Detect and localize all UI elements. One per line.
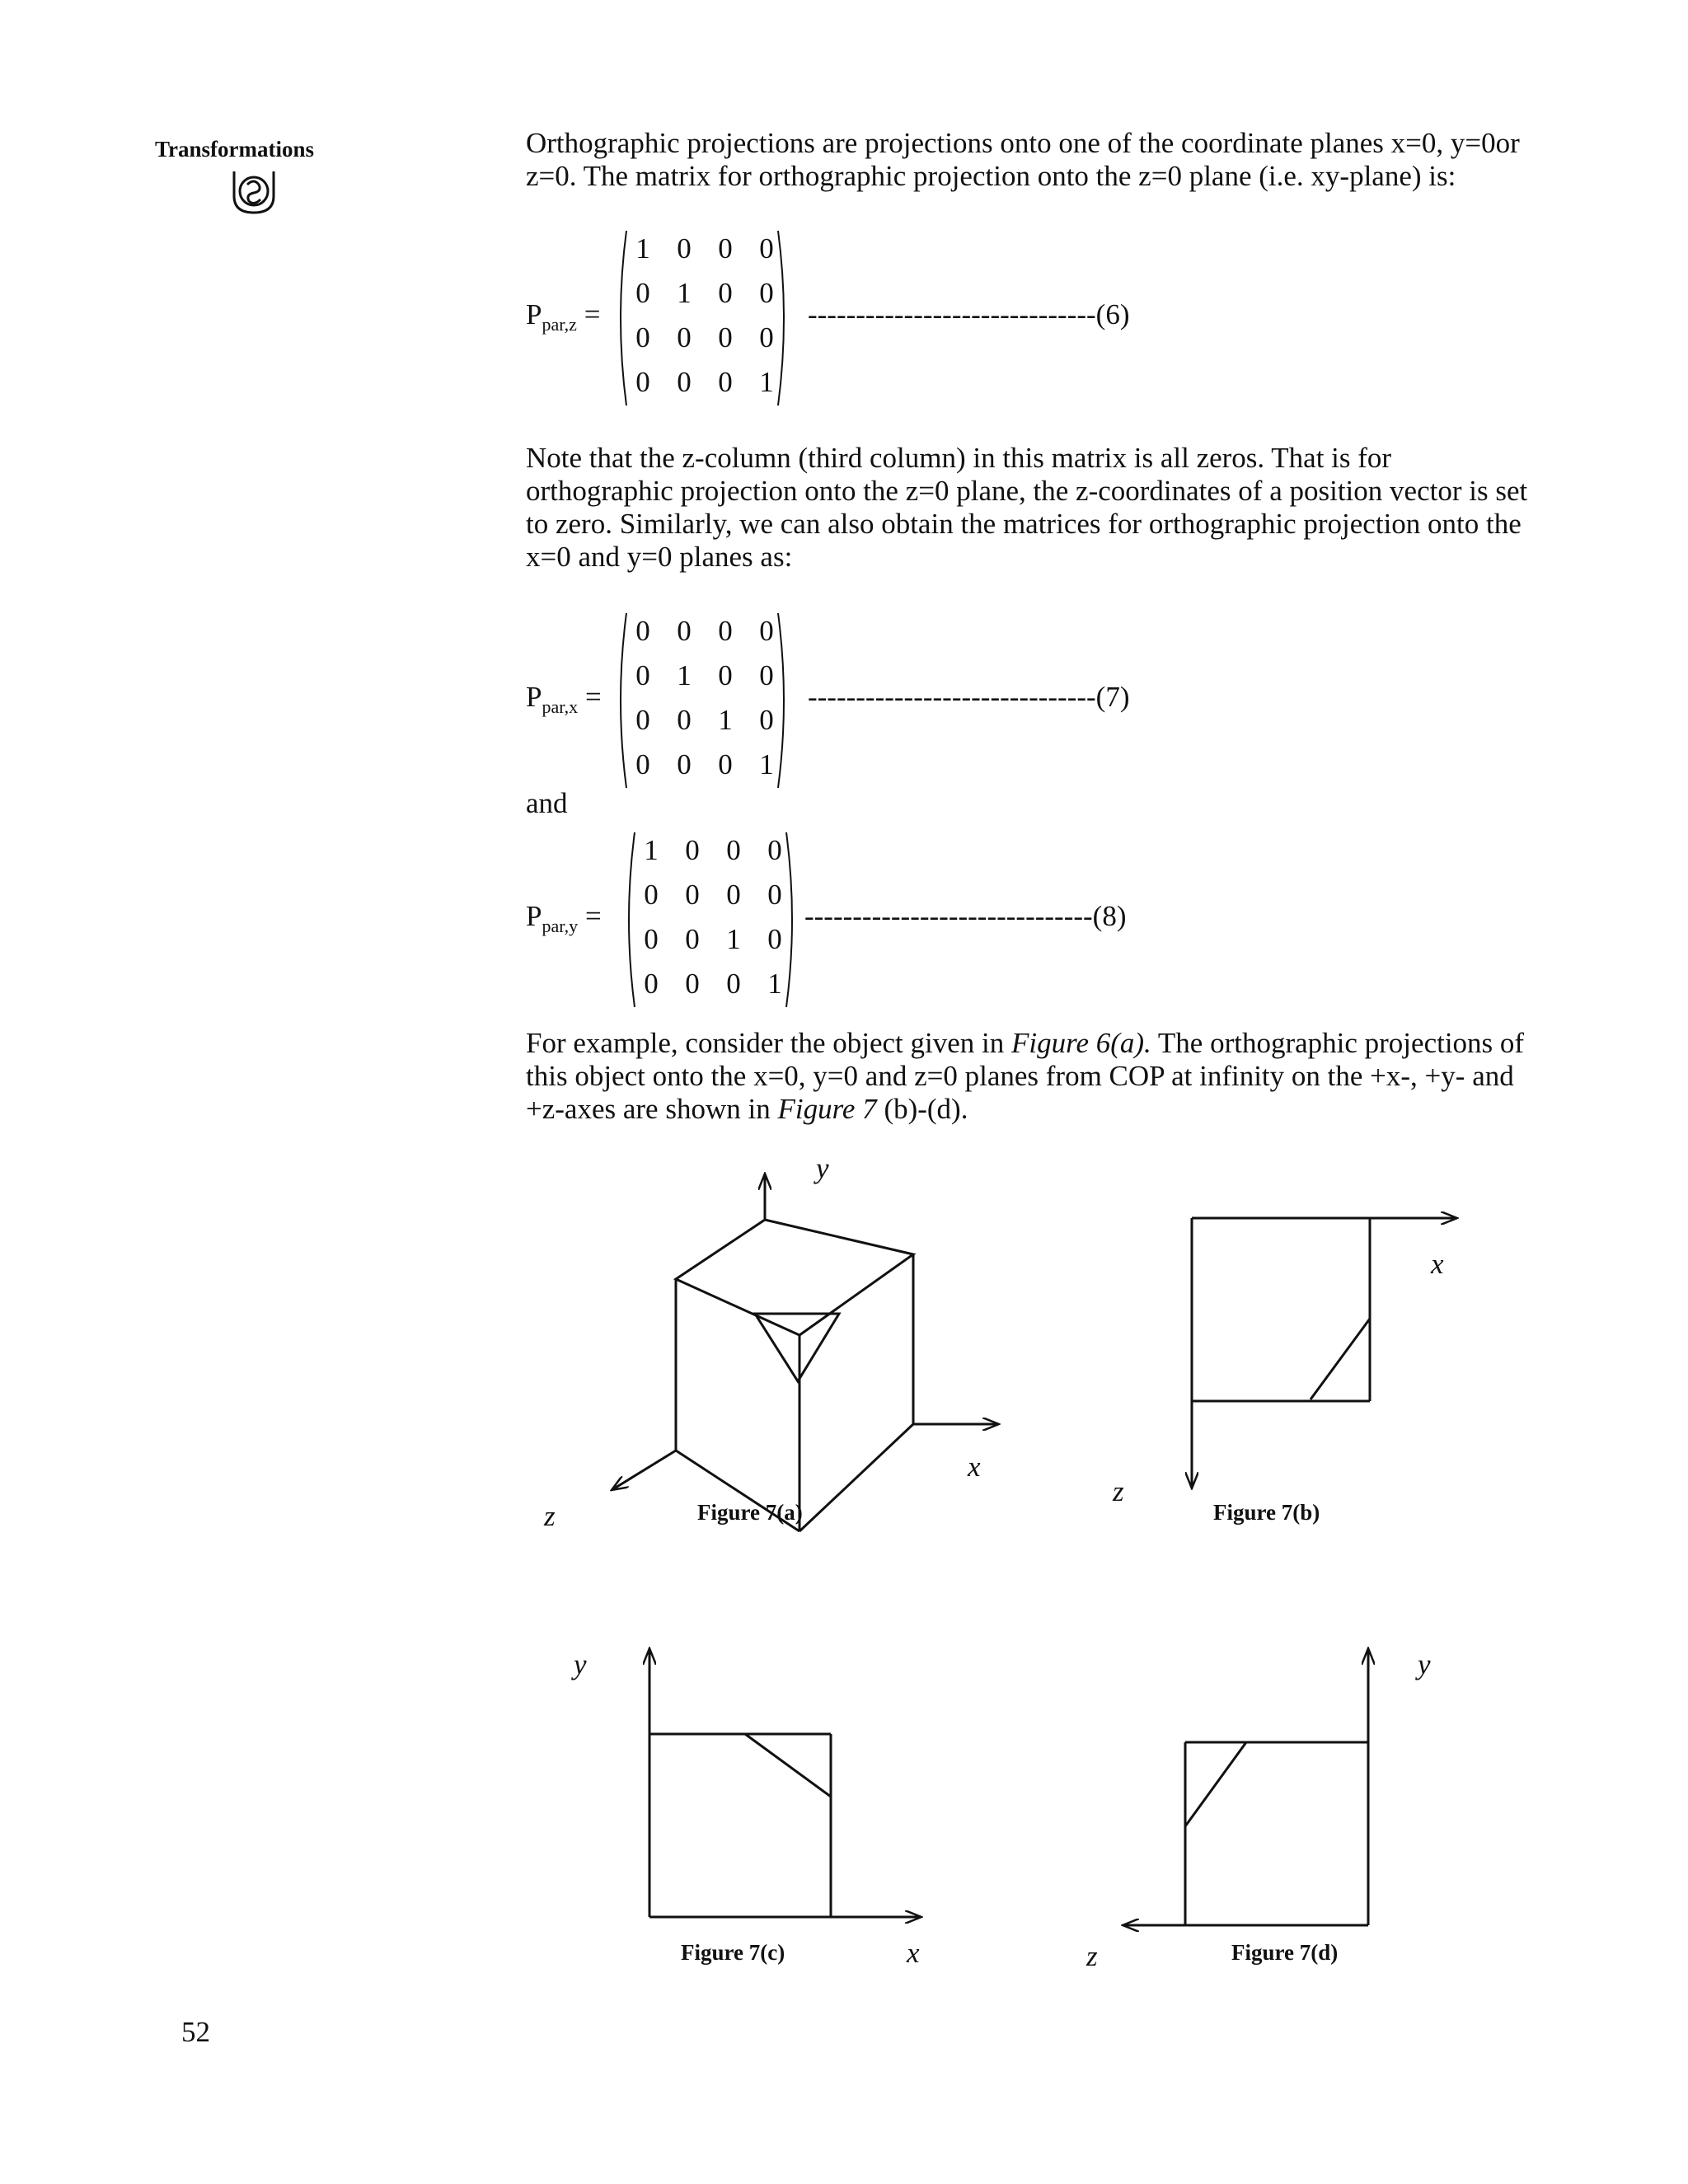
eq7-matrix-cell: 0	[718, 748, 733, 780]
eq6-matrix-cell: 0	[677, 321, 692, 354]
figure-7d-drawing	[1123, 1648, 1368, 1925]
eq7-number: (7)	[1095, 681, 1130, 713]
eq6-matrix-cell: 0	[677, 366, 692, 398]
eq6-number: (6)	[1095, 298, 1130, 330]
fig7a-z-label: z	[544, 1500, 556, 1532]
fig7c-caption: Figure 7(c)	[681, 1940, 785, 1965]
eq7-matrix-cell: 0	[759, 615, 774, 647]
paragraph-3: For example, consider the object given in Figure 6(a). The orthographic projections of this object onto the x=0, y=0 and z=0 planes from COP at infinity on the +x-, +y- and +z-axes are shown in Figure 7 (b)-(d).	[526, 1027, 1525, 1125]
fig7b-x-label: x	[1431, 1248, 1444, 1280]
page-number: 52	[181, 2016, 210, 2048]
figure-7a-drawing	[612, 1174, 999, 1531]
eq7-matrix-cell: 1	[677, 659, 692, 691]
eq6-matrix-cell: 0	[759, 232, 774, 265]
fig7b-z-label: z	[1113, 1475, 1124, 1507]
eq6-matrix-cell: 0	[759, 277, 774, 309]
eq6-matrix-cell: 1	[759, 366, 774, 398]
eq6-label: $P_{par,z}$ =	[526, 298, 601, 335]
fig7a-y-label: y	[816, 1152, 829, 1184]
eq8-matrix-cell: 0	[685, 834, 700, 866]
eq7-matrix-cell: 0	[718, 615, 733, 647]
fig7c-x-label: x	[907, 1937, 920, 1969]
eq8-matrix-cell: 1	[726, 923, 741, 955]
eq7-matrix-cell: 0	[635, 704, 650, 736]
eq6-matrix-cell: 1	[635, 232, 650, 265]
fig7c-y-label: y	[574, 1648, 587, 1680]
eq8-matrix-cell: 0	[644, 923, 659, 955]
figure-7c-drawing	[649, 1648, 921, 1917]
eq7-dashes: ------------------------------(7)	[808, 681, 1130, 713]
eq8-matrix-cell: 1	[767, 968, 782, 1000]
eq8-matrix-cell: 0	[644, 879, 659, 911]
eq6-matrix-cell: 0	[718, 366, 733, 398]
eq6-matrix-cell: 0	[759, 321, 774, 354]
eq8-matrix-cell: 0	[767, 879, 782, 911]
eq8-matrix-cell: 0	[726, 834, 741, 866]
eq8-matrix-cell: 0	[644, 968, 659, 1000]
eq6-matrix-cell: 0	[677, 232, 692, 265]
eq6-matrix-cell: 0	[635, 277, 650, 309]
eq7-matrix-cell: 1	[718, 704, 733, 736]
eq7-matrix-cell: 0	[677, 748, 692, 780]
eq8-matrix-cell: 0	[685, 923, 700, 955]
eq8-dashes: ------------------------------(8)	[804, 900, 1127, 932]
eq7-matrix-cell: 0	[718, 659, 733, 691]
fig7d-z-label: z	[1086, 1940, 1098, 1972]
eq6-dashes: ------------------------------(6)	[808, 298, 1130, 330]
fig7a-caption: Figure 7(a)	[697, 1500, 803, 1525]
eq7-matrix-cell: 1	[759, 748, 774, 780]
eq6-matrix-cell: 1	[677, 277, 692, 309]
eq8-matrix-cell: 1	[644, 834, 659, 866]
eq7-matrix-cell: 0	[635, 615, 650, 647]
paragraph-1: Orthographic projections are projections onto one of the coordinate planes x=0, y=0or z=0. The matrix for orthographic projection onto the z=0 plane (i.e. xy-plane) is:	[526, 127, 1520, 192]
eq6-matrix-cell: 0	[718, 321, 733, 354]
eq7-matrix-cell: 0	[677, 704, 692, 736]
and-text: and	[526, 787, 568, 819]
eq7-matrix-cell: 0	[759, 659, 774, 691]
eq6-matrix-cell: 0	[718, 232, 733, 265]
fig7d-caption: Figure 7(d)	[1231, 1940, 1339, 1965]
eq6-matrix-cell: 0	[718, 277, 733, 309]
fig7a-x-label: x	[968, 1451, 981, 1483]
eq8-matrix-cell: 0	[726, 968, 741, 1000]
eq8-number: (8)	[1092, 900, 1127, 932]
paragraph-2: Note that the z-column (third column) in this matrix is all zeros. That is for orthographic projection onto the z=0 plane, the z-coordinates of a position vector is set to zero. Similarly, we can also obtain the matrices for orthographic projection onto the x=0 and y=0 planes as:	[526, 442, 1528, 573]
eq7-matrix-cell: 0	[635, 748, 650, 780]
eq7-matrix-cell: 0	[677, 615, 692, 647]
eq8-matrix-cell: 0	[767, 834, 782, 866]
eq7-matrix-cell: 0	[635, 659, 650, 691]
fig7b-caption: Figure 7(b)	[1213, 1500, 1320, 1525]
eq7-label: $P_{par,x}$ =	[526, 681, 602, 717]
section-title: Transformations	[155, 137, 314, 162]
eq8-label: $P_{par,y}$ =	[526, 900, 602, 936]
eq8-matrix-cell: 0	[726, 879, 741, 911]
eq6-matrix-cell: 0	[635, 321, 650, 354]
eq7-matrix-cell: 0	[759, 704, 774, 736]
eq8-matrix-cell: 0	[685, 968, 700, 1000]
eq8-matrix-cell: 0	[767, 923, 782, 955]
figure-ref-7: Figure 7	[777, 1093, 877, 1125]
figure-7b-drawing	[1192, 1218, 1457, 1488]
figure-ref-6a: Figure 6(a).	[1011, 1027, 1151, 1059]
eq8-matrix-cell: 0	[685, 879, 700, 911]
fig7d-y-label: y	[1418, 1648, 1431, 1680]
eq6-matrix-cell: 0	[635, 366, 650, 398]
